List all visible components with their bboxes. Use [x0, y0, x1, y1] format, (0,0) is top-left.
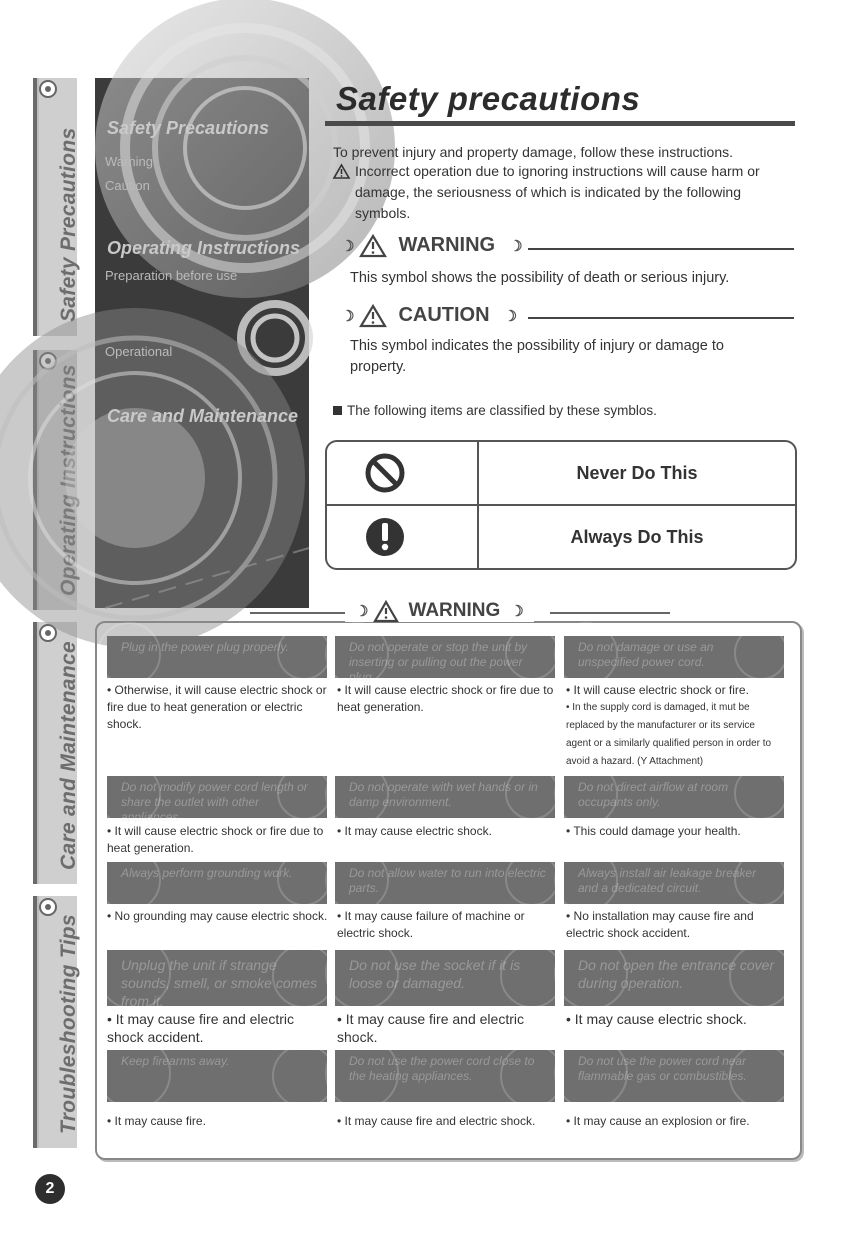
- banner-text: Do not open the entrance cover during operation.: [578, 957, 775, 991]
- warning-banner: [564, 776, 784, 818]
- side-tab-label: Operating Instructions: [57, 364, 80, 596]
- bullet-square: [333, 406, 342, 415]
- contents-item: Preparation before use: [105, 268, 238, 283]
- contents-item: Warning: [105, 154, 153, 169]
- warning-consequence: • It will cause electric shock or fire.: [566, 683, 749, 697]
- banner-text: Do not use the socket if it is loose or damaged.: [349, 957, 521, 991]
- crescent-icon: ☽: [341, 237, 355, 255]
- contents-heading: Operating Instructions: [107, 238, 301, 258]
- warning-banner: [107, 776, 327, 824]
- heading-rule: [250, 612, 350, 614]
- warning-banner: [335, 636, 555, 684]
- warning-banner: [107, 636, 327, 678]
- banner-text: Keep firearms away.: [121, 1054, 230, 1068]
- warning-banner: [107, 950, 327, 1009]
- warning-consequence: • It may cause an explosion or fire.: [566, 1114, 750, 1128]
- symbol-legend: [325, 440, 797, 570]
- warning-description: This symbol shows the possibility of death or serious injury.: [350, 270, 730, 286]
- side-tab-troubleshooting[interactable]: [33, 896, 80, 1148]
- title-underline: [325, 121, 795, 126]
- caution-triangle-icon: [333, 164, 350, 179]
- warning-consequence-note: • In the supply cord is damaged, it mut be replaced by the manufacturer or its service agent or a similarly qualified person in order to avoid a hazard. (Y Attachment): [566, 702, 772, 767]
- banner-text: Plug in the power plug properly.: [121, 640, 289, 654]
- caution-heading-text: CAUTION: [398, 304, 490, 326]
- warning-banner: [564, 636, 784, 678]
- caution-triangle-icon: [360, 305, 386, 327]
- side-tab-label: Troubleshooting Tips: [57, 914, 80, 1134]
- banner-text: Do not direct airflow at room occupants only.: [578, 780, 729, 809]
- legend-icon-cell: [327, 442, 479, 504]
- pin-icon: [39, 898, 57, 916]
- warning-consequence: • No installation may cause fire and electric shock accident.: [566, 909, 754, 940]
- crescent-icon: ☽: [341, 307, 355, 325]
- crescent-icon: ☽: [509, 237, 523, 255]
- crescent-icon: ☽: [510, 603, 524, 620]
- side-tab-label: Care and Maintenance: [57, 641, 80, 870]
- crescent-icon: ☽: [503, 307, 518, 325]
- warning-heading: [335, 234, 529, 257]
- warning-consequence: • It will cause electric shock or fire due to heat generation.: [107, 824, 324, 855]
- warning-consequence: • It may cause fire and electric shock accident.: [107, 1011, 294, 1045]
- warning-consequence: • This could damage your health.: [566, 824, 741, 838]
- warning-consequence: • Otherwise, it will cause electric shock or fire due to heat generation or electric shock.: [107, 683, 327, 731]
- banner-text: Do not operate with wet hands or in damp environment.: [349, 780, 538, 809]
- heading-rule: [528, 317, 794, 319]
- caution-heading: [335, 304, 523, 327]
- side-tab-care-maintenance[interactable]: [33, 622, 80, 884]
- page-number: 2: [45, 1180, 55, 1197]
- side-tab-label: Safety Precautions: [57, 127, 80, 322]
- warning-banner: [335, 1050, 555, 1102]
- side-tab-safety-precautions[interactable]: [33, 78, 80, 336]
- warning-consequence: • No grounding may cause electric shock.: [107, 909, 328, 923]
- warning-consequence: • It will cause electric shock or fire due to heat generation.: [337, 683, 554, 714]
- legend-label: Always Do This: [570, 526, 704, 547]
- warning-banner: [564, 950, 784, 1006]
- page-title: Safety precautions: [336, 80, 641, 117]
- crescent-icon: ☽: [355, 603, 369, 620]
- banner-text: Always perform grounding work.: [121, 866, 293, 880]
- banner-text: Unplug the unit if strange sounds, smell, or smoke comes from it.: [121, 957, 318, 1009]
- warning-banner: [107, 1050, 327, 1102]
- warning-banner: [335, 950, 555, 1006]
- banner-text: Do not modify power cord length or share the outlet with other appliances.: [121, 780, 308, 824]
- warning-consequence: • It may cause electric shock.: [566, 1011, 747, 1027]
- banner-text: Do not damage or use an unspecified power cord.: [578, 640, 714, 669]
- page-number-badge: [35, 1174, 65, 1204]
- caution-description: This symbol indicates the possibility of injury or damage to property.: [350, 338, 724, 375]
- banner-text: Do not allow water to run into electric parts.: [349, 866, 546, 895]
- classified-note: The following items are classified by these symblos.: [347, 403, 657, 418]
- contents-item: Caution: [105, 178, 150, 193]
- warning-banner: [564, 1050, 784, 1102]
- warning-consequence: • It may cause fire and electric shock.: [337, 1011, 524, 1045]
- mandatory-icon: [327, 506, 477, 568]
- section-warning-text: WARNING: [408, 600, 501, 621]
- warning-consequence: • It may cause failure of machine or electric shock.: [337, 909, 525, 940]
- heading-rule: [550, 612, 670, 614]
- warning-triangle-icon: [374, 601, 398, 622]
- contents-heading: Care and Maintenance: [107, 406, 299, 426]
- warning-consequence: • It may cause fire.: [107, 1114, 206, 1128]
- banner-text: Do not operate or stop the unit by inserting or pulling out the power plug.: [349, 640, 528, 684]
- warning-consequence: • It may cause electric shock.: [337, 824, 492, 838]
- contents-panel: [95, 78, 309, 608]
- warning-heading-text: WARNING: [398, 234, 496, 256]
- section-warning-heading: [345, 600, 534, 622]
- heading-rule: [528, 248, 794, 250]
- legend-icon-cell: [327, 506, 479, 568]
- intro-paragraph: Incorrect operation due to ignoring instructions will cause harm or damage, the seriousness of which is indicated by the following symbols.: [355, 163, 760, 221]
- legend-row: [327, 442, 795, 506]
- warning-banner: [335, 862, 555, 904]
- contents-item: Operational: [105, 344, 173, 359]
- warning-triangle-icon: [360, 235, 386, 257]
- banner-text: Do not use the power cord near flammable gas or combustibles.: [578, 1054, 747, 1083]
- warning-consequence: • It may cause fire and electric shock.: [337, 1114, 536, 1128]
- warning-banner: [107, 862, 327, 904]
- legend-label: Never Do This: [576, 462, 698, 483]
- contents-heading: Safety Precautions: [107, 118, 270, 138]
- banner-text: Do not use the power cord close to the heating appliances.: [349, 1054, 535, 1083]
- banner-text: Always install air leakage breaker and a dedicated circuit.: [578, 866, 757, 895]
- legend-row: [327, 506, 795, 568]
- intro-line: To prevent injury and property damage, follow these instructions.: [333, 144, 733, 160]
- prohibited-icon: [327, 442, 477, 504]
- warning-banner: [564, 862, 784, 904]
- pin-icon: [39, 80, 57, 98]
- warning-banner: [335, 776, 555, 818]
